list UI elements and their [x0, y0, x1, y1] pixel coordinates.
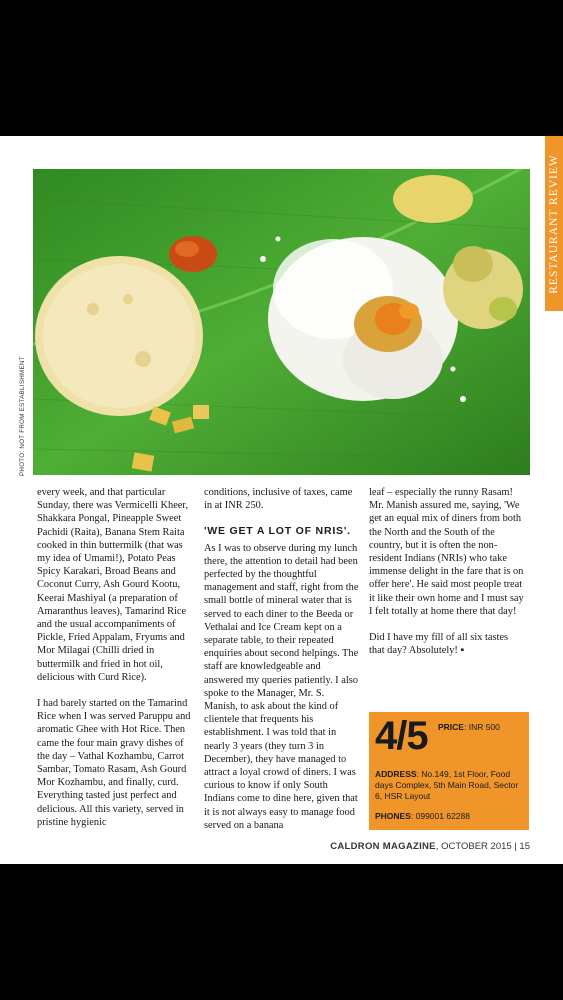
price: [438, 722, 500, 732]
phones-label: PHONES: [375, 811, 411, 821]
magazine-page: [0, 136, 563, 864]
paragraph: As I was to observe during my lunch there, the attention to detail had been perfected by the thoughtful management and staff, right from the small bottle of mineral water that is served to each diner to the Beeda or Vethalai and Ice Cream kept on a separate table, to their repeated enquiries about second helpings. The staff are knowledgeable and answered my queries patiently. I also spoke to the Manager, Mr. S. Manish, to ask about the kind of clientele that frequents his establishment. I was told that in nearly 3 years (they turn 3 in December), they have managed to attract a loyal crowd of diners. I was curious to know if only South Indians come to dine here, given that it is not always easy to manage food served on a banana: [204, 542, 359, 831]
phones-value: : 099001 62288: [410, 811, 470, 821]
photo-credit: PHOTO: NOT FROM ESTABLISHMENT: [19, 356, 26, 476]
section-tab-label: RESTAURANT REVIEW: [548, 153, 560, 294]
article-column-1: [37, 486, 192, 842]
info-box: [369, 712, 529, 830]
price-value: : INR 500: [463, 722, 500, 732]
paragraph: I had barely started on the Tamarind Rice when I was served Paruppu and aromatic Ghee with Hot Rice. Then came the four main gravy dishes of the day – Vathal Kozhambu, Carrot Sambar, Tomato Rasam, Ash Gourd Mor Kozhambu, and finally, curd. Everything tasted just perfect and delicious. All this variety, served in pristine hygienic: [37, 698, 191, 828]
price-label: PRICE: [438, 722, 464, 732]
issue-and-page: , OCTOBER 2015 | 15: [435, 841, 530, 852]
address: [375, 769, 525, 802]
section-heading: 'WE GET A LOT OF NRIS'.: [204, 525, 351, 538]
paragraph: Did I have my fill of all six tastes that day? Absolutely! ▪: [369, 632, 509, 657]
curry-on-rice: [354, 296, 422, 352]
banana-leaf-meal-illustration: [33, 169, 530, 475]
section-tab: [545, 136, 563, 311]
magazine-name: CALDRON MAGAZINE: [330, 841, 436, 852]
address-label: ADDRESS: [375, 769, 417, 779]
article-column-2: [204, 486, 359, 845]
pickle: [169, 236, 217, 272]
paragraph: every week, and that particular Sunday, there was Vermicelli Kheer, Shakkara Pongal, Pineapple Sweet Pachidi (Raita), Banana Stem Raita cooked in thin buttermilk (that was my idea of Umami!), Potato Peas Spicy Karakari, Broad Beans and Coconut Curry, Ash Gourd Kootu, Keerai Mashiyal (a preparation of Amaranthus leaves), Tamarind Rice and the usual accompaniments of Pickle, Fried Appalam, Fryums and Mor Milagai (Chilli dried in buttermilk and fried in hot oil, delicious with Curd Rice).: [37, 487, 189, 683]
rating: 4/5: [375, 714, 428, 758]
article-column-3: [369, 486, 524, 670]
address-value: : No.149, 1st Floor, Food days Complex, 5th Main Road, Sector 6, HSR Layout: [375, 769, 519, 801]
appalam: [35, 256, 203, 416]
paragraph: conditions, inclusive of taxes, came in at INR 250.: [204, 487, 353, 512]
paragraph: leaf – especially the runny Rasam! Mr. Manish assured me, saying, 'We get an equal mix of diners from both the North and the South of the country, but it is often the non-resident Indians (NRIs) who take immense delight in the fare that is on offer here'. He said most people treat it like their own home and I must say I felt totally at home there that day!: [369, 487, 524, 617]
page-footer: [330, 841, 530, 852]
phones: [375, 811, 470, 821]
food-photo: [33, 169, 530, 475]
